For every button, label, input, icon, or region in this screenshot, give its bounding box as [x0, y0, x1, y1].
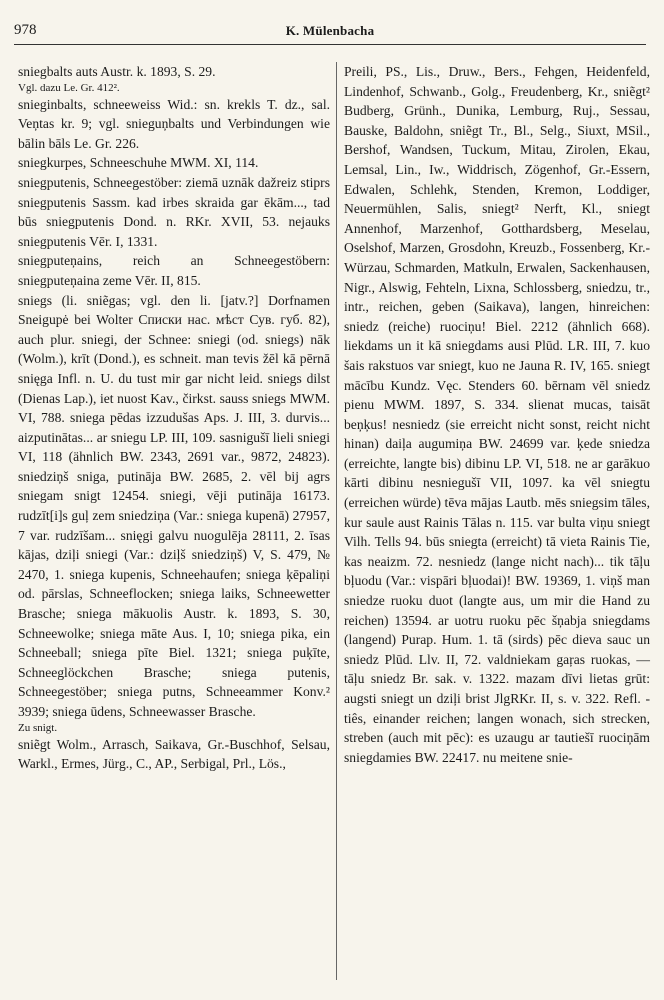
- page-header: [14, 22, 646, 45]
- right-column: [344, 62, 650, 767]
- entry-sniegputenains: [18, 251, 330, 290]
- entry-text: sniegputeņains, reich an Schneegestöbern: sniegputeņaina zeme Vēr. II, 815.: [18, 253, 330, 288]
- entry-text: sniẽgt Wolm., Arrasch, Saikava, Gr.-Buschhof, Selsau, Warkl., Ermes, Jürg., C., AP., Serbigal, Prl., Lös.,: [18, 736, 330, 772]
- entry-text: sniegs (li. sniẽgas; vgl. den li. [jatv.?] Dorfnamen Sneigupė bei Wolter Списки нас. мѣст Сув. губ. 82), auch plur. sniegi, der Schnee: sniegi (od. sniegs) nāk (Wolm.), krīt (Dond.), es schneit. man tevis žēl kā pērnā snięga Infl. n. U. du tust mir gar nicht leid. sniegs dilst (Dienas Lap.), iet nuost Kav., čirkst. sauss sniegs MWM. VI, 788. sniega pēdas izzudušas Aps. J. III, 3. durvis... aizputinātas... ar sniegu LP. III, 109. sasnigušī lieli sniegi VI, 118 (ähnlich BW. 2343, 2691 var., 9872, 24823). sniedziņš sniga, putināja BW. 2685, 2. vēl bij agrs sniegam snigt 12454. sniegi, vēji putināja 16173. rudzīt[i]s guļ zem sniedziņa (Var.: sniega kupenā) 27957, 7 var. rudzīšam... snięgi galvu nuogulēja 28111, 2. īsas kājas, dziļi sniegi (Var.: dziļš sniedziņš) V, S. 479, № 2470, 1. sniega kupenis, Schneehaufen; sniega ķēpaliņi od. pārslas, Schneeflocken; sniega laiks, Schneewetter Brasche; sniega mākuolis Austr. k. 1893, S. 30, Schneewolke; sniega māte Aus. I, 10; sniega pika, ein Schneeball; sniega pīte Biel. 1321; sniega puķīte, Schneeglöckchen Brasche; sniega putenis, Schneegestöber; sniega putns, Schneeammer Konv.² 3939; sniega ūdens, Schneewasser Brasche.: [18, 292, 330, 719]
- entry-sniegputenis: [18, 173, 330, 251]
- entry-text: sniegbalts auts Austr. k. 1893, S. 29.: [18, 64, 216, 79]
- entry-text: snieginbalts, schneeweiss Wid.: sn. krekls T. dz., sal. Veņtas kr. 9; vgl. snieguņbalts und Verbindungen wie bālin bāls Le. Gr. 226.: [18, 96, 330, 151]
- entry-text: sniegkurpes, Schneeschuhe MWM. XI, 114.: [18, 155, 259, 171]
- entry-note: Zu snigt.: [18, 721, 58, 734]
- entry-sniegkurpes: [18, 153, 330, 173]
- left-column: [18, 62, 330, 774]
- entry-snieginbalts: [18, 95, 330, 154]
- entry-sniegs: [18, 291, 330, 735]
- column-divider: [336, 62, 337, 980]
- entry-text: sniegputenis, Schneegestöber: ziemā uznāk dažreiz stiprs sniegputenis Sassm. kad irbes skraida gar ēkām..., tad būs sniegputenis Dond. n. RKr. XVII, 53. nejauks sniegputenis Vēr. I, 1331.: [18, 174, 330, 249]
- entry-note: Vgl. dazu Le. Gr. 412².: [18, 81, 120, 94]
- running-title: K. Mülenbacha: [285, 23, 375, 38]
- entry-sniegt-continued: [344, 62, 650, 767]
- entry-text: Preili, PS., Lis., Druw., Bers., Fehgen, Heidenfeld, Lindenhof, Schwanb., Golg., Freudenberg, Kr., sniẽgt² Budberg, Grünh., Dunika, Lemburg, Ruj., Sessau, Bauske, Baldohn, sniẽgt Tr., Bl., Selg., Siuxt, MSil., Bershof, Wandsen, Tuckum, Mitau, Zirolen, Ekau, Lemsal, Lin., Iw., Widdrisch, Zögenhof, Gr.-Essern, Edwalen, Schlehk, Stenden, Kremon, Loddiger, Neuermühlen, Salis, sniegt² Nerft, Kl., sniegt Annenhof, Marzenhof, Gotthardsberg, Meselau, Oselshof, Marzen, Grosdohn, Kreuzb., Fossenberg, Kr.-Würzau, Schmarden, Matkuln, Erwalen, Sackenhausen, Nigr., Alswig, Fehteln, Lixna, Schlossberg, sniedzu, tr., intr., reichen, geben (Saikava), langen, hinreichen: sniedz (reiche) ruociņu! Biel. 2212 (ähnlich 668). liekdams un it kā sniegdams ausi Plūd. LR. III, 7. kuo šais rakstuos var sniegt, kuo ne Jauna R. IV, 165. sniegt mācību Kundz. Vęc. Stenders 60. bērnam vēl sniedz pienu MWM. 1897, S. 334. slienat mucas, taisāt beņķus! nesniedz (sie erreicht nicht sonst, reicht nicht hinan) daiļa augumiņa BW. 24699 var. ķede sniedza (erreichte, langte bis) dibinu LP. VI, 518. ne ar garākuo kārti dibinu nesniegušī VII, 1097. ka vēl sniegtu (erreichen würde) tēva mājas Lautb. mēs sniegsim tāles, kur saule aust Rainis Tālas n. 115. var bulta viņu sniegt Vilh. Tells 94. būs sniegta (erreicht) tā vieta Rainis Tie, kas neaizm. 72. nesniedz (lange nicht nach)... tik tāļu bļuodu (Var.: vispāri bļuodai)! BW. 19369, 1. viņš man sniedze ruoku duot (langte aus, um mir die Hand zu reichen) 13594. ar uotru ruoku pēc šņabja sniegdams (langend) Purap. Hum. 1. tā (sirds) pēc dieva sauc un sniedz Plūd. Llv. II, 72. valdniekam gaŗas ruokas, — tāļu sniedz Br. sak. v. 1322. mazam dīvi lietas grūt: augsti sniegt un dziļi brist JlgRKr. II, s. v. 322. Refl. -tiês, einander reichen; langen wonach, sich strecken, streben (auch mit pēc): es uzaugu ar tautiešī ruociņām sniegdamies BW. 22417. nu meitene snie-: [344, 64, 650, 765]
- entry-sniegt: [18, 735, 330, 774]
- entry-sniegbalts: [18, 62, 330, 95]
- page-number: 978: [14, 22, 37, 38]
